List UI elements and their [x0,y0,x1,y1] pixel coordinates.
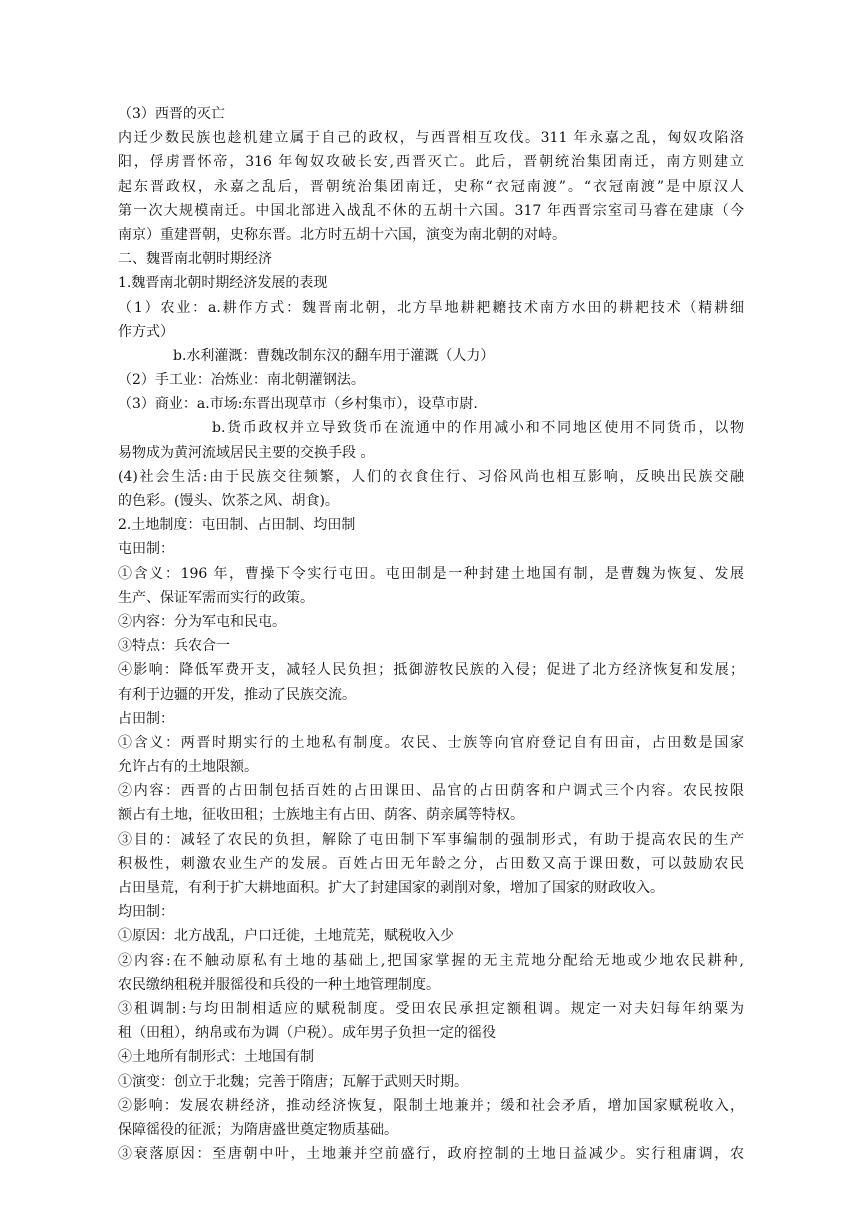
paragraph-line: ③目的：减轻了农民的负担，解除了屯田制下军事编制的强制形式，有助于提高农民的生产 [118,831,744,848]
paragraph-line: ①原因：北方战乱，户口迁徙，土地荒芜，赋税收入少 [118,928,454,945]
paragraph-line: ①演变：创立于北魏；完善于隋唐；瓦解于武则天时期。 [118,1073,468,1090]
paragraph-line: 阳，俘虏晋怀帝，316 年匈奴攻破长安,西晋灭亡。此后，晋朝统治集团南迁，南方则建立 [118,154,744,171]
paragraph-line: （2）手工业：冶炼业：南北朝灌钢法。 [118,372,365,389]
paragraph-line: 第一次大规模南迁。中国北部进入战乱不休的五胡十六国。317 年西晋宗室司马睿在建康（今 [118,202,744,219]
paragraph-line: ③租调制:与均田制相适应的赋税制度。受田农民承担定额租调。规定一对夫妇每年纳粟为 [118,1000,744,1017]
paragraph-line: 有利于边疆的开发，推动了民族交流。 [118,686,356,703]
paragraph-line: 内迁少数民族也趁机建立属于自己的政权，与西晋相互攻伐。311 年永嘉之乱，匈奴攻陷洛 [118,130,744,147]
paragraph-line: 易物成为黄河流域居民主要的交换手段 。 [118,444,375,461]
topic-label: 均田制： [118,904,174,921]
paragraph-line: 农民缴纳租税并服徭役和兵役的一种土地管理制度。 [118,976,440,993]
subsection-heading: 2.土地制度：屯田制、占田制、均田制 [118,517,356,534]
paragraph-line: ①含义：196 年，曹操下令实行屯田。屯田制是一种封建土地国有制，是曹魏为恢复、发展 [118,565,744,582]
paragraph-line: 积极性，刺激农业生产的发展。百姓占田无年龄之分，占田数又高于课田数，可以鼓励农民 [118,855,744,872]
paragraph-line: 生产、保证军需而实行的政策。 [118,589,314,606]
paragraph-line: ①含义：两晋时期实行的土地私有制度。农民、士族等向官府登记自有田亩，占田数是国家 [118,734,744,751]
topic-label: 占田制： [118,710,174,727]
paragraph-line: 保障徭役的征派；为隋唐盛世奠定物质基础。 [118,1121,398,1138]
paragraph-line: 南京）重建晋朝，史称东晋。北方时五胡十六国，演变为南北朝的对峙。 [118,226,566,243]
paragraph-line: （1）农业：a.耕作方式：魏晋南北朝，北方旱地耕耙耱技术南方水田的耕耙技术（精耕细 [118,299,744,316]
paragraph-line: （3）商业：a.市场:东晋出现草市（乡村集市），设草市尉. [118,396,478,413]
paragraph-line: 额占有土地，征收田租；士族地主有占田、荫客、荫亲属等特权。 [118,807,524,824]
subsection-heading: 1.魏晋南北朝时期经济发展的表现 [118,275,328,292]
paragraph-line: ④土地所有制形式：土地国有制 [118,1049,314,1066]
paragraph-line: ②影响：发展农耕经济，推动经济恢复，限制土地兼并；缓和社会矛盾，增加国家赋税收入， [118,1097,744,1114]
section-heading: （3）西晋的灭亡 [118,106,225,122]
section-heading: 二、魏晋南北朝时期经济 [118,251,272,268]
paragraph-line: ④影响：降低军费开支，减轻人民负担；抵御游牧民族的入侵；促进了北方经济恢复和发展； [118,662,744,679]
paragraph-line: 起东晋政权，永嘉之乱后，晋朝统治集团南迁，史称“衣冠南渡”。“衣冠南渡”是中原汉人 [118,178,744,195]
paragraph-line: ②内容：西晋的占田制包括百姓的占田课田、品官的占田荫客和户调式三个内容。农民按限 [118,783,744,800]
paragraph-line: 的色彩。(馒头、饮茶之风、胡食)。 [118,493,339,509]
paragraph-line: b.货币政权并立导致货币在流通中的作用减小和不同地区使用不同货币，以物 [212,420,744,437]
paragraph-line: ②内容:在不触动原私有土地的基础上,把国家掌握的无主荒地分配给无地或少地农民耕种, [118,952,744,969]
paragraph-line: ③特点：兵农合一 [118,638,230,655]
paragraph-line: 允许占有的土地限额。 [118,759,258,776]
paragraph-line: (4)社会生活:由于民族交往频繁，人们的衣食住行、习俗风尚也相互影响，反映出民族交融 [118,468,744,485]
paragraph-line: 作方式） [118,323,174,340]
topic-label: 屯田制： [118,541,174,558]
paragraph-line: ③衰落原因：至唐朝中叶，土地兼并空前盛行，政府控制的土地日益减少。实行租庸调，农 [118,1146,744,1163]
paragraph-line: ②内容：分为军屯和民屯。 [118,613,286,630]
paragraph-line: 占田垦荒，有利于扩大耕地面积。扩大了封建国家的剥削对象，增加了国家的财政收入。 [118,880,664,896]
paragraph-line: b.水利灌溉：曹魏改制东汉的翻车用于灌溉（人力） [173,347,495,364]
document-page [118,102,744,1166]
paragraph-line: 租（田租），纳帛或布为调（户税）。成年男子负担一定的徭役 [118,1025,496,1042]
